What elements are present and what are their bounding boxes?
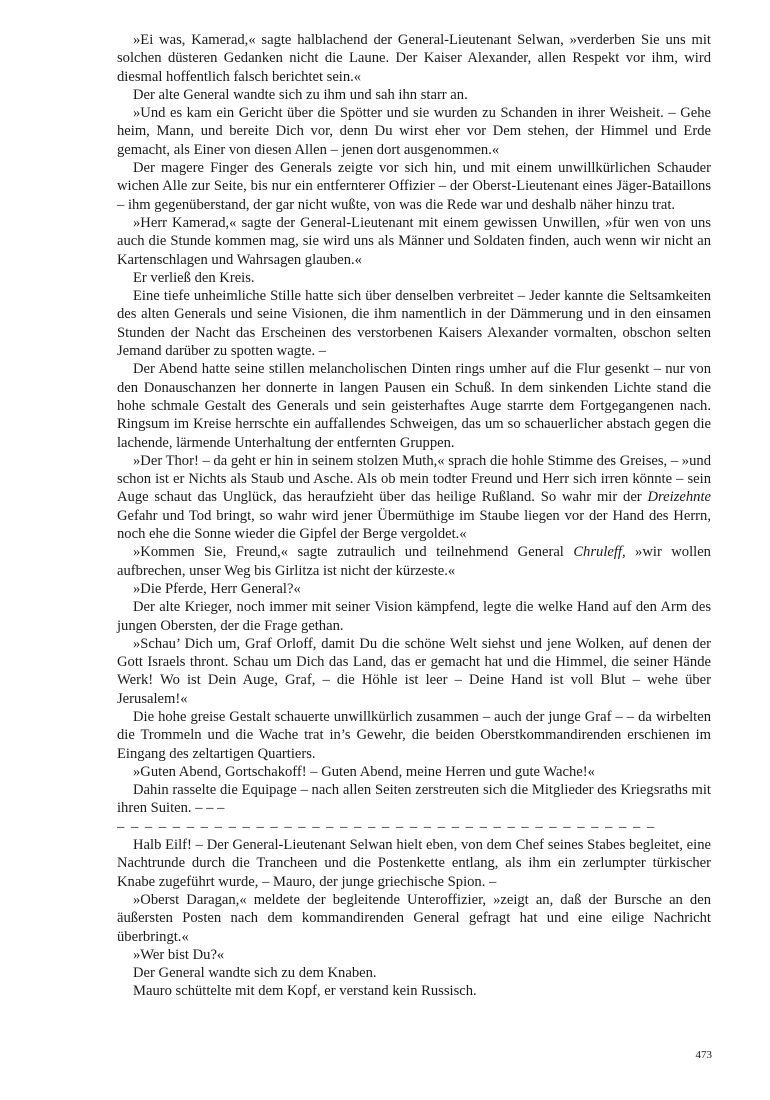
italic-name: Chruleff, [573, 544, 626, 561]
paragraph: »Oberst Daragan,« meldete der begleitende Unteroffizier, »zeigt an, daß der Bursche an den äußersten Posten nach dem kommandirenden General gefragt hat und eine eilige Nachricht überbringt.« [117, 891, 711, 945]
italic-term: Dreizehnte [647, 489, 711, 506]
paragraph: »Guten Abend, Gortschakoff! – Guten Abend, meine Herren und gute Wache!« [133, 763, 595, 780]
paragraph: »Herr Kamerad,« sagte der General-Lieutenant mit einem gewissen Unwillen, »für wen von uns auch die Stunde kommen mag, sie wird uns als Männer und Soldaten finden, auch wenn wir nicht an Kartenschlagen und Wahrsagen glauben.« [117, 214, 711, 268]
text-run: »Der Thor! – da geht er hin in seinem stolzen Muth,« sprach die hohle Stimme des Greises, – »und schon ist er Nichts als Staub und Asche. Als ob mein todter Freund und Herr sich irren könnte – sein Auge schaut das Unglück, das heraufzieht über das heilige Rußland. So wahr mir der [117, 452, 711, 506]
paragraph: Halb Eilf! – Der General-Lieutenant Selwan hielt eben, von dem Chef seines Stabes begleitet, eine Nachtrunde durch die Trancheen und die Postenkette entlang, als ihm ein zerlumpter türkischer Knabe zugeführt wurde, – Mauro, der junge griechische Spion. – [117, 837, 711, 890]
paragraph: Der Abend hatte seine stillen melancholischen Dinten rings umher auf die Flur gesenkt – nur von den Donauschanzen her donnerte in langen Pausen ein Schuß. In dem sinkenden Lichte stand die hohe schmale Gestalt des Generals und sein geisterhaftes Auge starrte dem Fortgegangenen nach. Ringsum im Kreise herrschte ein auffallendes Schweigen, das um so schauerlicher abstach gegen die lachende, lärmende Unterhaltung der entfernten Gruppen. [117, 361, 711, 451]
paragraph: Der General wandte sich zu dem Knaben. [133, 965, 377, 982]
paragraph-chruleff [117, 543, 711, 580]
paragraph: Die hohe greise Gestalt schauerte unwillkürlich zusammen – auch der junge Graf – – da wirbelten die Trommeln und die Wache trat in’s Gewehr, die beiden Oberstkommandirenden erschienen im Eingang des zeltartigen Quartiers. [117, 708, 711, 762]
paragraph: »Die Pferde, Herr General?« [133, 580, 301, 597]
paragraph: Der alte Krieger, noch immer mit seiner Vision kämpfend, legte die welke Hand auf den Arm des jungen Obersten, der die Frage gethan. [117, 599, 711, 634]
text-run: »Kommen Sie, Freund,« sagte zutraulich und teilnehmend General [133, 544, 574, 561]
paragraph: »Wer bist Du?« [133, 946, 225, 963]
body-text [117, 31, 711, 1001]
paragraph: »Und es kam ein Gericht über die Spötter und sie wurden zu Schanden in ihrer Weisheit. – Gehe heim, Mann, und bereite Dich vor, denn Du wirst eher vor Dem stehen, der Himmel und Erde gemacht, als Einer von diesen Allen – jenen dort ausgenommen.« [117, 105, 711, 158]
paragraph-thor [117, 452, 711, 543]
section-separator: – – – – – – – – – – – – – – – – – – – – – – – – – – – – – – – – – – – – – – – [117, 818, 656, 835]
paragraph: Eine tiefe unheimliche Stille hatte sich über denselben verbreitet – Jeder kannte die Seltsamkeiten des alten Generals und seine Visionen, die ihm namentlich in der Dämmerung und in den einsamen Stunden der Nacht das Erscheinen des verstorbenen Kaisers Alexander vormalten, obschon selten Jemand darüber zu spotten wagte. – [117, 288, 711, 360]
page-number: 473 [695, 1049, 712, 1061]
text-run: Gefahr und Tod bringt, so wahr wird jener Übermüthige im Staube liegen vor der Hand des Herrn, noch ehe die Sonne wieder die Gipfel der Berge vergoldet.« [117, 507, 711, 543]
text-run: »wir wollen aufbrechen, unser Weg bis Girlitza ist nicht der kürzeste.« [117, 544, 711, 579]
paragraph: Der alte General wandte sich zu ihm und sah ihn starr an. [133, 86, 468, 103]
paragraph: Er verließ den Kreis. [133, 269, 255, 286]
paragraph: Der magere Finger des Generals zeigte vor sich hin, und mit einem unwillkürlichen Schauder wichen Alle zur Seite, bis nur ein entfernterer Offizier – der Oberst-Lieutenant eines Jäger-Bataillons – ihm gegenüberstand, der gar nicht wußte, von was die Rede war und deshalb näher hinzu trat. [117, 160, 711, 213]
paragraph: »Ei was, Kamerad,« sagte halblachend der General-Lieutenant Selwan, »verderben Sie uns mit solchen düsteren Gedanken nicht die Laune. Der Kaiser Alexander, allen Respekt vor ihm, wird diesmal hoffentlich falsch berichtet sein.« [117, 32, 711, 85]
paragraph: »Schau’ Dich um, Graf Orloff, damit Du die schöne Welt siehst und jene Wolken, auf denen der Gott Israels thront. Schau um Dich das Land, das er gemacht hat und die Himmel, die seiner Hände Werk! Wo ist Dein Auge, Graf, – die Höhle ist leer – Deine Hand ist voll Blut – wehe über Jerusalem!« [117, 635, 711, 707]
paragraph: Mauro schüttelte mit dem Kopf, er verstand kein Russisch. [133, 983, 477, 1000]
paragraph: Dahin rasselte die Equipage – nach allen Seiten zerstreuten sich die Mitglieder des Kriegsraths mit ihren Suiten. – – – [117, 782, 711, 817]
